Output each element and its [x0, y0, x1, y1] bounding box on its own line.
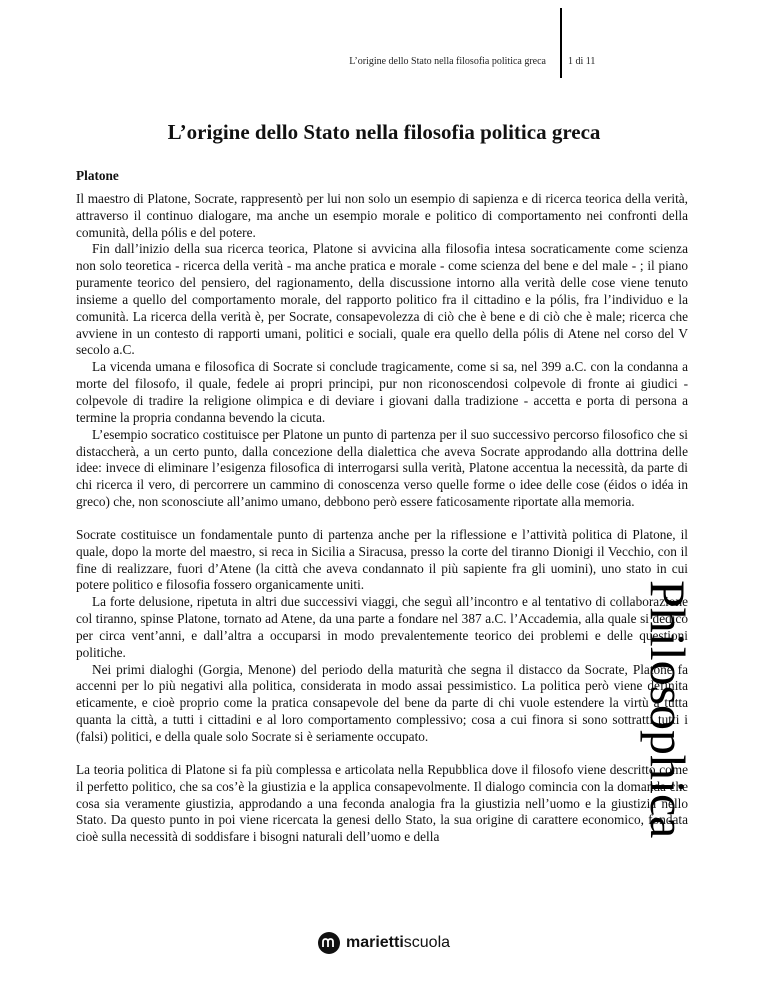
paragraph: L’esempio socratico costituisce per Platone un punto di partenza per il suo successivo percorso filosofico che si distaccherà, a un certo punto, dalla concezione della dialettica che aveva Socrate approdando alla dottrina delle idee: invece di eliminare l’esigenza filosofica di interrogarsi sulla verità, Platone accentua la necessità, da parte di chi ricerca il vero, di percorrere un cammino di conoscenza verso quelle forme o idee delle cose (éidos o idéa in greco) che, non sconosciute all’animo umano, debbono però essere faticosamente riportate alla memoria. — [76, 426, 688, 510]
page-number: 1 di 11 — [568, 56, 596, 67]
marietti-logo-icon — [318, 932, 340, 954]
paragraph: Fin dall’inizio della sua ricerca teorica, Platone si avvicina alla filosofia intesa socraticamente come scienza non solo teoretica - ricerca della verità - ma anche pratica e morale - come scienza del bene e del male - ; il piano puramente teorico del pensiero, del ragionamento, della discussione intorno alla verità delle cose viene tenuto insieme a quello del comportamento morale, del rapporto politico fra il cittadino e la pólis, fra l’individuo e la comunità. La ricerca della verità è, per Socrate, consapevolezza di ciò che è bene e di ciò che è male; ricerca che avviene in un contesto di rapporti umani, politici e sociali, quale era quello della pólis di Atene nel corso del V secolo a.C. — [76, 241, 688, 358]
paragraph: Nei primi dialoghi (Gorgia, Menone) del periodo della maturità che segna il distacco da Socrate, Platone fa accenni per lo più negativi alla politica, considerata in modo assai pessimistico. La politica però viene definita eticamente, e cioè proprio come la pratica consapevole del bene da parte di chi vuole estendere la virtù a tutta quanta la città, a tutti i cittadini e al loro comportamento complessivo; cosa a cui finora si sono sottratti tutti i (falsi) politici, e della quale solo Socrate si è seriamente occupato. — [76, 661, 688, 744]
logo-light: scuola — [403, 934, 451, 951]
side-brand — [638, 580, 698, 870]
header-divider — [560, 8, 562, 78]
footer-logo — [0, 932, 768, 954]
paragraph: La forte delusione, ripetuta in altri due successivi viaggi, che seguì all’incontro e al tentativo di collaborazione col tiranno, spinse Platone, tornato ad Atene, da una parte a fondare nel 387 a.C. l’Accademia, alla quale si dedicò per circa vent’anni, e dall’altra a occuparsi in modo prevalentemente teorico dei problemi e delle questioni politiche. — [76, 594, 688, 660]
document-title: L’origine dello Stato nella filosofia politica greca — [167, 120, 601, 144]
block-gap — [76, 511, 688, 527]
body-content — [76, 168, 688, 846]
logo-bold: marietti — [345, 934, 404, 951]
block-gap — [76, 746, 688, 762]
paragraph: La teoria politica di Platone si fa più complessa e articolata nella Repubblica dove il filosofo viene descritto come il perfetto politico, che sa cos’è la giustizia e la applica consapevolmente. Il dialogo comincia con la domanda che cosa sia veramente giustizia, approdando a una feconda analogia fra la giustizia nell’uomo e la giustizia nello Stato. Da questo punto in poi viene ricercata la genesi dello Stato, la sua origine di carattere economico, fondata cioè sulla necessità di soddisfare i bisogni naturali dell’uomo e della — [76, 761, 688, 845]
paragraph: La vicenda umana e filosofica di Socrate si conclude tragicamente, come si sa, nel 399 a.C. con la condanna a morte del filosofo, il quale, fedele ai propri principi, pur non riconoscendosi colpevole di fronte ai giudici - colpevole di tradire la religione olimpica e di deviare i giovani dalla tradizione - accetta e porta di persona a termine la propria condanna bevendo la cicuta. — [76, 359, 688, 425]
paragraph: Socrate costituisce un fondamentale punto di partenza anche per la riflessione e l’attività politica di Platone, il quale, dopo la morte del maestro, si reca in Sicilia a Siracusa, presso la corte del tiranno Dionigi il Vecchio, con il fine di realizzare, fuori d’Atene (la città che aveva condannato il più sapiente fra gli uomini), uno stato in cui potere politico e filosofia fossero organicamente uniti. — [76, 526, 688, 593]
paragraph: Il maestro di Platone, Socrate, rappresentò per lui non solo un esempio di sapienza e di ricerca teorica della verità, attraverso il continuo dialogare, ma anche un esempio morale e politico di comportamento nei confronti della comunità, della pólis e del potere. — [76, 190, 688, 240]
section-heading: Platone — [76, 168, 119, 183]
side-brand-text: Philosophica — [640, 580, 696, 839]
logo-wordmark — [346, 934, 450, 952]
running-header-title: L’origine dello Stato nella filosofia politica greca — [349, 56, 546, 67]
